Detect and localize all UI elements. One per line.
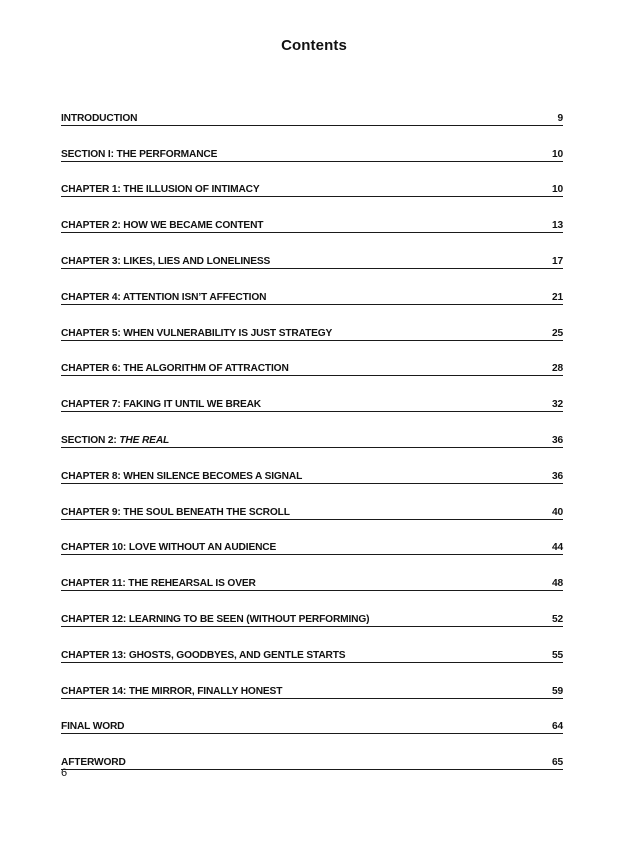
toc-entry-title xyxy=(61,256,270,268)
toc-row xyxy=(61,757,563,770)
toc-entry[interactable] xyxy=(61,669,563,705)
toc-entry-title-text: INTRODUCTION xyxy=(61,112,138,124)
toc-entry[interactable] xyxy=(61,526,563,562)
toc-entry[interactable] xyxy=(61,96,563,132)
toc-entry-title-text: CHAPTER 11: THE REHEARSAL IS OVER xyxy=(61,578,256,590)
toc-entry-title xyxy=(61,435,169,447)
toc-row xyxy=(61,435,563,448)
toc-entry-title xyxy=(61,614,369,626)
toc-entry-title-text: CHAPTER 14: THE MIRROR, FINALLY HONEST xyxy=(61,685,283,697)
toc-entry-title-text: CHAPTER 13: GHOSTS, GOODBYES, AND GENTLE STARTS xyxy=(61,649,346,661)
toc-entry-title-text: SECTION I: THE PERFORMANCE xyxy=(61,148,218,160)
toc-entry-title xyxy=(61,220,263,232)
toc-entry-title xyxy=(61,757,126,769)
toc-entry-page: 64 xyxy=(551,721,563,733)
toc-entry[interactable] xyxy=(61,740,563,776)
toc-entry-page: 28 xyxy=(551,363,563,375)
toc-entry-page: 17 xyxy=(551,255,563,267)
toc-row xyxy=(61,542,563,555)
toc-entry-title-text: SECTION 2: xyxy=(61,434,120,446)
toc-entry[interactable] xyxy=(61,490,563,526)
toc-row xyxy=(61,184,563,197)
toc-entry-title xyxy=(61,542,276,554)
toc-row xyxy=(61,650,563,663)
toc-row xyxy=(61,471,563,484)
toc-entry[interactable] xyxy=(61,132,563,168)
toc-entry-page: 36 xyxy=(551,434,563,446)
toc-row xyxy=(61,220,563,233)
toc-entry-page: 13 xyxy=(551,220,563,232)
toc-entry-title-text: CHAPTER 1: THE ILLUSION OF INTIMACY xyxy=(61,184,260,196)
toc-entry-title-text: FINAL WORD xyxy=(61,721,125,733)
toc-entry-title-text: CHAPTER 6: THE ALGORITHM OF ATTRACTION xyxy=(61,363,289,375)
toc-entry-title-italic: THE REAL xyxy=(119,434,170,446)
toc-entry-title xyxy=(61,471,302,483)
toc-entry[interactable] xyxy=(61,633,563,669)
toc-entry[interactable] xyxy=(61,454,563,490)
toc-row xyxy=(61,149,563,162)
toc-entry[interactable] xyxy=(61,705,563,741)
toc-entry-title-text: CHAPTER 3: LIKES, LIES AND LONELINESS xyxy=(61,255,271,267)
toc-entry[interactable] xyxy=(61,168,563,204)
toc-entry[interactable] xyxy=(61,239,563,275)
toc-entry-page: 40 xyxy=(551,506,563,518)
toc-entry[interactable] xyxy=(61,382,563,418)
toc-entry-title xyxy=(61,149,217,161)
toc-entry-title xyxy=(61,399,261,411)
toc-entry-page: 9 xyxy=(557,112,563,124)
toc-entry-title xyxy=(61,507,290,519)
toc-entry-title xyxy=(61,650,345,662)
toc-entry-title-text: CHAPTER 2: HOW WE BECAME CONTENT xyxy=(61,220,264,232)
page-number: 6 xyxy=(61,767,68,779)
toc-entry[interactable] xyxy=(61,418,563,454)
toc-entry-title-text: CHAPTER 5: WHEN VULNERABILITY IS JUST STRATEGY xyxy=(61,327,333,339)
toc-entry-title-text: AFTERWORD xyxy=(61,757,126,769)
toc-entry-title-text: CHAPTER 8: WHEN SILENCE BECOMES A SIGNAL xyxy=(61,470,303,482)
toc-entry-page: 36 xyxy=(551,470,563,482)
toc-entry-title xyxy=(61,686,282,698)
toc-row xyxy=(61,614,563,627)
toc-row xyxy=(61,721,563,734)
toc-entry-title xyxy=(61,363,289,375)
toc-row xyxy=(61,292,563,305)
toc-entry-page: 44 xyxy=(551,542,563,554)
toc-entry-page: 21 xyxy=(551,291,563,303)
toc-entry-page: 59 xyxy=(551,685,563,697)
toc-entry[interactable] xyxy=(61,203,563,239)
toc-entry-page: 52 xyxy=(551,613,563,625)
toc-entry-title-text: CHAPTER 9: THE SOUL BENEATH THE SCROLL xyxy=(61,506,290,518)
toc-entry-title xyxy=(61,292,266,304)
toc-entry-title-text: CHAPTER 4: ATTENTION ISN’T AFFECTION xyxy=(61,291,267,303)
toc-entry-page: 10 xyxy=(551,184,563,196)
toc-entry-page: 10 xyxy=(551,148,563,160)
toc-entry-title-text: CHAPTER 7: FAKING IT UNTIL WE BREAK xyxy=(61,399,262,411)
toc-entry[interactable] xyxy=(61,311,563,347)
toc-entry[interactable] xyxy=(61,561,563,597)
toc-entry[interactable] xyxy=(61,597,563,633)
toc-entry-title-text: CHAPTER 12: LEARNING TO BE SEEN (WITHOUT PERFORMING) xyxy=(61,613,370,625)
toc-entry-title xyxy=(61,184,260,196)
toc-row xyxy=(61,256,563,269)
toc-entry-page: 55 xyxy=(551,649,563,661)
toc-row xyxy=(61,399,563,412)
toc-row xyxy=(61,363,563,376)
toc-row xyxy=(61,578,563,591)
toc-entry-page: 65 xyxy=(551,757,563,769)
toc-entry-title xyxy=(61,721,124,733)
toc-row xyxy=(61,328,563,341)
toc-row xyxy=(61,686,563,699)
toc-entry-page: 48 xyxy=(551,578,563,590)
toc-entry-page: 25 xyxy=(551,327,563,339)
toc-entry[interactable] xyxy=(61,347,563,383)
toc-entry-title xyxy=(61,113,137,125)
page-title: Contents xyxy=(281,37,347,54)
toc-row xyxy=(61,113,563,126)
toc-entry-page: 32 xyxy=(551,399,563,411)
toc-entry-title-text: CHAPTER 10: LOVE WITHOUT AN AUDIENCE xyxy=(61,542,277,554)
toc-entry[interactable] xyxy=(61,275,563,311)
toc-row xyxy=(61,507,563,520)
toc-entry-title xyxy=(61,328,332,340)
toc-entry-title xyxy=(61,578,256,590)
table-of-contents xyxy=(61,96,563,776)
